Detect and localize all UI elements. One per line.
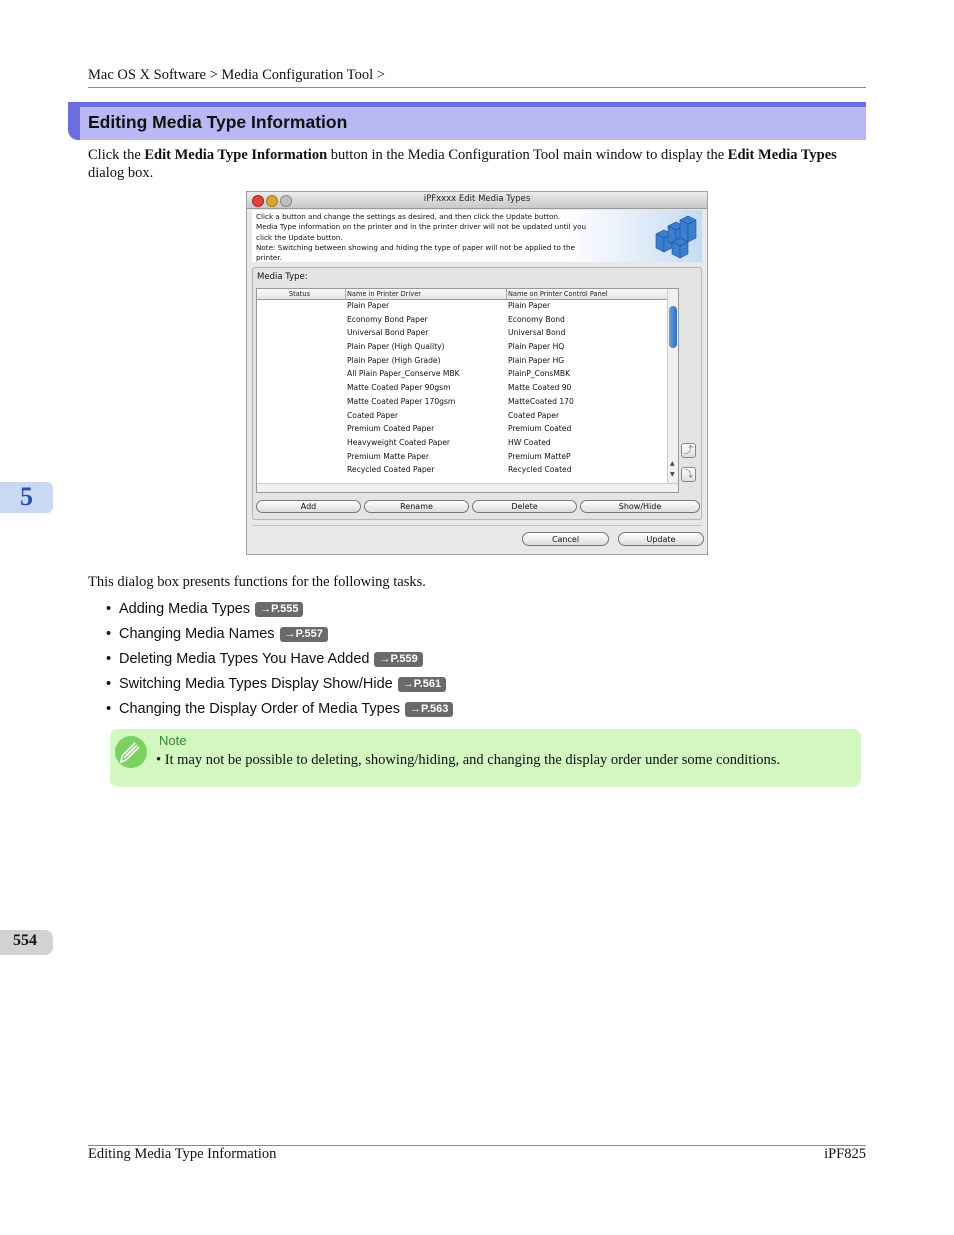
media-type-label: Media Type:: [257, 272, 308, 282]
table-row[interactable]: Premium Matte Paper Premium MatteP: [347, 451, 571, 461]
dialog-separator: [252, 525, 702, 526]
page-ref-link[interactable]: →P.563: [405, 702, 453, 717]
edit-media-types-dialog: [246, 191, 708, 555]
chapter-tab: 5: [0, 482, 53, 513]
task-item: • Switching Media Types Display Show/Hide →P.561: [106, 676, 446, 692]
footer-model: iPF825: [824, 1146, 866, 1162]
page-ref-link[interactable]: →P.559: [374, 652, 422, 667]
table-row[interactable]: Premium Coated Paper Premium Coated: [347, 424, 572, 434]
task-item: • Adding Media Types →P.555: [106, 601, 303, 617]
section-heading: [68, 102, 866, 140]
intro-bold-dialog-name: Edit Media Types: [727, 147, 837, 163]
show-hide-button[interactable]: Show/Hide: [580, 500, 700, 513]
task-item: • Changing Media Names →P.557: [106, 626, 328, 642]
page-number-tab: 554: [0, 930, 53, 955]
note-box: [110, 729, 861, 787]
table-row[interactable]: Plain Paper (High Grade) Plain Paper HG: [347, 355, 565, 365]
table-row[interactable]: Coated Paper Coated Paper: [347, 410, 559, 420]
table-vertical-scrollbar[interactable]: [667, 289, 679, 483]
table-row[interactable]: Matte Coated Paper 170gsm MatteCoated 170: [347, 396, 574, 406]
move-down-icon: ⤵: [683, 470, 693, 480]
table-row[interactable]: Heavyweight Coated Paper HW Coated: [347, 437, 551, 447]
media-cubes-icon: [650, 212, 700, 260]
tasks-lead-text: This dialog box presents functions for the following tasks.: [88, 574, 426, 590]
task-item: • Changing the Display Order of Media Types →P.563: [106, 701, 453, 717]
move-up-icon: ⤴: [683, 446, 693, 456]
page-ref-link[interactable]: →P.557: [280, 627, 328, 642]
dialog-info-text: Click a button and change the settings as desired, and then click the Update button. Media Type information on the printer and in the printer driver will not be updated until you click the Update button. Note: Switching between showing and hiding the type of paper will not be applied to the printer.: [256, 212, 587, 263]
scrollbar-thumb[interactable]: [669, 306, 677, 348]
table-row[interactable]: Universal Bond Paper Universal Bond: [347, 328, 566, 338]
page-ref-link[interactable]: →P.555: [255, 602, 303, 617]
table-row[interactable]: Matte Coated Paper 90gsm Matte Coated 90: [347, 383, 572, 393]
column-status[interactable]: Status: [289, 290, 311, 298]
note-text: • It may not be possible to deleting, showing/hiding, and changing the display order under some conditions.: [156, 752, 781, 768]
intro-bold-button-name: Edit Media Type Information: [144, 147, 328, 163]
dialog-titlebar: [247, 192, 707, 209]
header-rule: [88, 87, 866, 88]
cancel-button[interactable]: Cancel: [522, 532, 609, 546]
media-type-panel: [252, 267, 702, 520]
add-button[interactable]: Add: [256, 500, 361, 513]
pencil-note-icon: [115, 736, 147, 768]
table-row[interactable]: Recycled Coated Paper Recycled Coated: [347, 465, 572, 475]
task-item: • Deleting Media Types You Have Added →P.559: [106, 651, 423, 667]
update-button[interactable]: Update: [618, 532, 704, 546]
table-horizontal-scrollbar[interactable]: [257, 483, 678, 493]
note-label: Note: [159, 733, 187, 748]
table-row[interactable]: Plain Paper Plain Paper: [347, 301, 551, 310]
scroll-down-arrow-icon[interactable]: ▼: [670, 471, 675, 478]
dialog-title: iPFxxxx Edit Media Types: [423, 194, 531, 204]
table-row[interactable]: Economy Bond Paper Economy Bond: [347, 314, 565, 324]
scroll-up-arrow-icon[interactable]: ▲: [670, 460, 675, 467]
table-rows: [257, 300, 667, 478]
table-row[interactable]: Plain Paper (High Quality) Plain Paper HQ: [347, 342, 565, 352]
delete-button[interactable]: Delete: [472, 500, 577, 513]
intro-paragraph: Click the Edit Media Type Information button in the Media Configuration Tool main window to display the Edit Media Types dialog box.: [88, 147, 837, 181]
rename-button[interactable]: Rename: [364, 500, 469, 513]
move-up-button[interactable]: [681, 443, 696, 458]
move-down-button[interactable]: [681, 467, 696, 482]
dialog-info-box: [252, 210, 702, 262]
media-type-table[interactable]: [256, 288, 679, 493]
column-driver-name[interactable]: Name in Printer Driver: [347, 290, 421, 298]
section-title: Editing Media Type Information: [88, 112, 348, 132]
page-ref-link[interactable]: →P.561: [398, 677, 446, 692]
breadcrumb: Mac OS X Software > Media Configuration Tool >: [88, 67, 385, 83]
table-row[interactable]: All Plain Paper_Conserve MBK PlainP_ConsMBK: [347, 369, 571, 379]
column-panel-name[interactable]: Name on Printer Control Panel: [508, 290, 608, 298]
footer-title: Editing Media Type Information: [88, 1146, 277, 1162]
table-header: [257, 289, 667, 300]
